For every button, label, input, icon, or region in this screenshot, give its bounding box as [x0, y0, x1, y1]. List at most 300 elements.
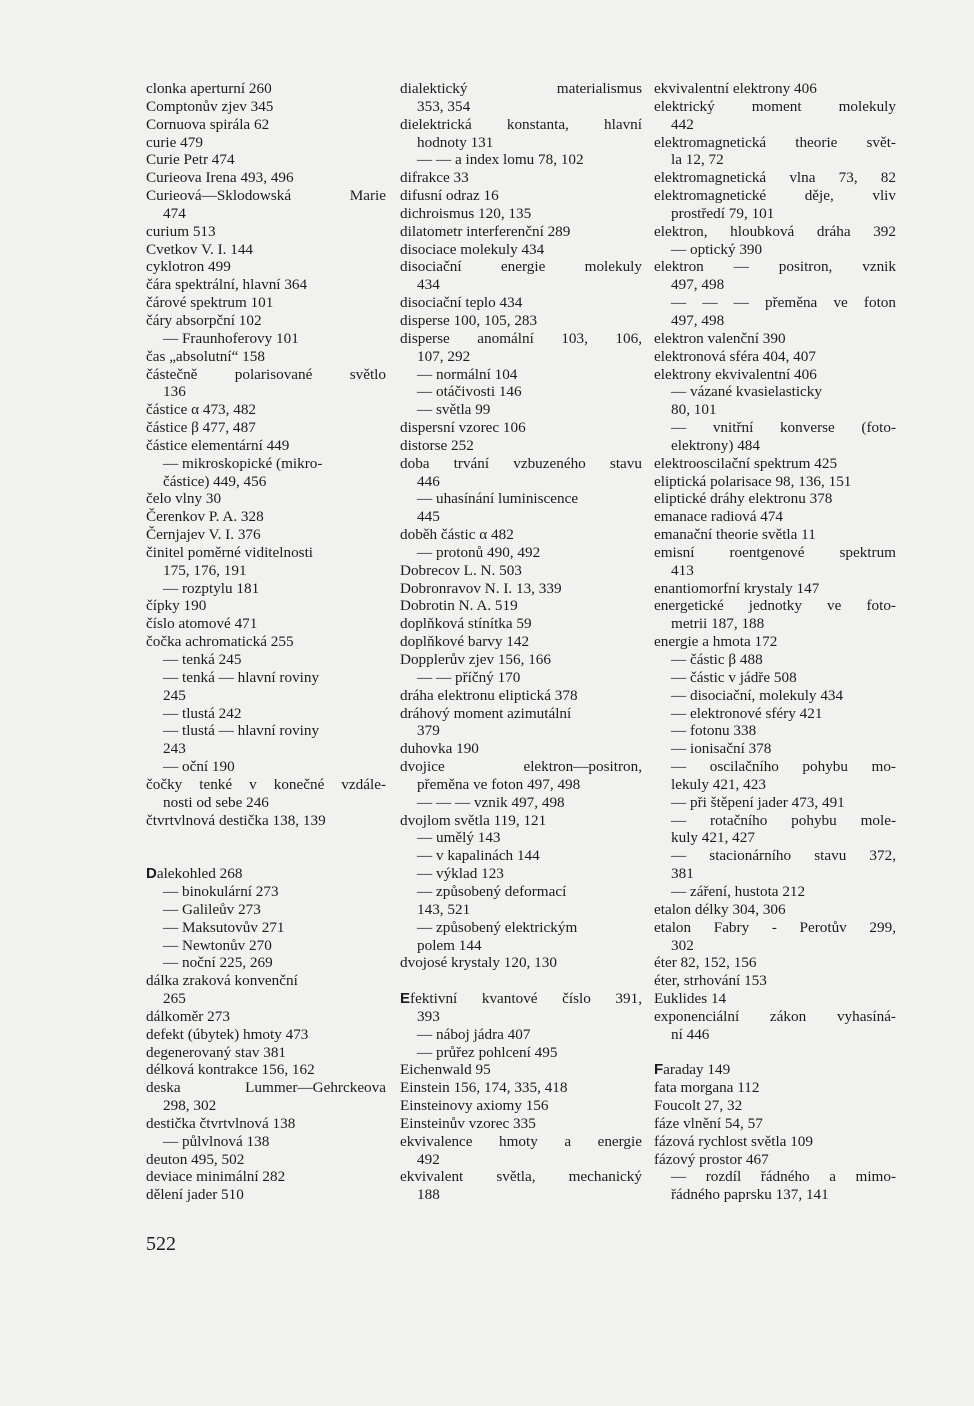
- index-entry-text: — vnitřní konverse (foto-: [671, 419, 896, 437]
- index-subentry-line: [146, 687, 386, 705]
- index-subentry-line: [654, 829, 896, 847]
- index-entry-text: alekohled 268: [156, 865, 243, 883]
- index-entry-text: emanace radiová 474: [654, 508, 784, 526]
- index-subentry-line: [146, 1097, 386, 1115]
- index-entry-text: — binokulární 273: [163, 882, 279, 900]
- index-subentry-line: [400, 134, 642, 152]
- index-entry-text: elektronová sféra 404, 407: [654, 347, 816, 365]
- index-subentry-line: [654, 651, 896, 669]
- index-entry-text: — náboj jádra 407: [417, 1025, 531, 1043]
- index-entry-line: [654, 1061, 896, 1079]
- page-number: 522: [146, 1233, 176, 1255]
- section-spacer: [654, 1044, 896, 1062]
- index-entry-text: čelo vlny 30: [146, 490, 222, 508]
- index-entry-text: fázový prostor 467: [654, 1150, 769, 1168]
- index-entry-text: hodnoty 131: [417, 133, 494, 151]
- index-subentry-line: [654, 937, 896, 955]
- index-entry-line: [400, 1168, 642, 1186]
- index-entry-line: [400, 312, 642, 330]
- index-entry-text: doběh částic α 482: [400, 526, 514, 544]
- index-column-3: [654, 80, 896, 1204]
- section-initial-letter: D: [146, 865, 157, 883]
- index-entry-line: [654, 1008, 896, 1026]
- index-subentry-line: [654, 294, 896, 312]
- index-subentry-line: [146, 330, 386, 348]
- index-subentry-line: [654, 241, 896, 259]
- index-subentry-line: [400, 794, 642, 812]
- index-entry-text: elektrony) 484: [671, 436, 760, 454]
- index-entry-text: — — — přeměna ve foton: [671, 294, 896, 312]
- index-subentry-line: [654, 740, 896, 758]
- index-entry-text: 497, 498: [671, 276, 725, 294]
- index-entry-line: [654, 490, 896, 508]
- index-entry-text: — — a index lomu 78, 102: [417, 151, 584, 169]
- index-entry-text: distorse 252: [400, 436, 474, 454]
- index-entry-line: [400, 633, 642, 651]
- index-entry-text: částice β 477, 487: [146, 419, 256, 437]
- index-entry-line: [654, 187, 896, 205]
- index-subentry-line: [654, 847, 896, 865]
- index-entry-text: 413: [671, 561, 694, 579]
- index-entry-text: lekuly 421, 423: [671, 775, 766, 793]
- index-entry-text: — otáčivosti 146: [417, 383, 522, 401]
- index-subentry-line: [146, 954, 386, 972]
- index-subentry-line: [654, 116, 896, 134]
- index-entry-line: [400, 187, 642, 205]
- index-entry-text: dvojice elektron—positron,: [400, 758, 642, 776]
- index-subentry-line: [400, 1008, 642, 1026]
- index-entry-text: dráhový moment azimutální: [400, 704, 572, 722]
- index-entry-text: čas „absolutní“ 158: [146, 347, 265, 365]
- index-entry-text: cyklotron 499: [146, 258, 231, 276]
- index-subentry-line: [146, 705, 386, 723]
- index-entry-line: [146, 258, 386, 276]
- index-entry-line: [146, 151, 386, 169]
- index-entry-text: Comptonův zjev 345: [146, 97, 274, 115]
- index-entry-text: — Newtonův 270: [163, 936, 272, 954]
- index-entry-text: 243: [163, 740, 186, 758]
- index-entry-text: — tenká 245: [163, 651, 242, 668]
- index-subentry-line: [146, 1133, 386, 1151]
- index-entry-text: — vázané kvasielasticky: [671, 383, 822, 401]
- index-entry-text: etalon Fabry - Perotův 299,: [654, 918, 896, 936]
- index-entry-line: [654, 990, 896, 1008]
- index-subentry-line: [400, 669, 642, 687]
- index-entry-text: elektron — positron, vznik: [654, 258, 896, 276]
- index-entry-line: [146, 294, 386, 312]
- index-entry-text: difusní odraz 16: [400, 187, 499, 205]
- index-entry-text: — Maksutovův 271: [163, 918, 285, 936]
- index-entry-line: [146, 134, 386, 152]
- index-subentry-line: [654, 883, 896, 901]
- index-subentry-line: [654, 669, 896, 687]
- index-entry-line: [400, 258, 642, 276]
- index-entry-line: [146, 169, 386, 187]
- index-entry-text: částečně polarisované světlo: [146, 365, 386, 383]
- index-subentry-line: [146, 919, 386, 937]
- index-subentry-line: [654, 312, 896, 330]
- index-entry-text: 265: [163, 990, 186, 1008]
- index-entry-line: [654, 972, 896, 990]
- index-subentry-line: [400, 829, 642, 847]
- index-entry-line: [146, 1008, 386, 1026]
- index-subentry-line: [400, 98, 642, 116]
- index-entry-text: částice elementární 449: [146, 436, 290, 454]
- index-subentry-line: [654, 1026, 896, 1044]
- index-entry-line: [146, 544, 386, 562]
- index-entry-line: [654, 223, 896, 241]
- index-entry-text: la 12, 72: [671, 151, 724, 169]
- index-subentry-line: [654, 383, 896, 401]
- index-entry-text: deuton 495, 502: [146, 1150, 245, 1168]
- index-entry-line: [400, 687, 642, 705]
- index-subentry-line: [400, 151, 642, 169]
- index-entry-line: [400, 330, 642, 348]
- index-subentry-line: [654, 794, 896, 812]
- index-subentry-line: [400, 883, 642, 901]
- index-entry-line: [400, 705, 642, 723]
- index-subentry-line: [400, 1151, 642, 1169]
- index-entry-text: — oční 190: [163, 758, 235, 776]
- index-entry-text: částice α 473, 482: [146, 401, 257, 419]
- index-entry-text: disociační teplo 434: [400, 294, 523, 312]
- index-entry-text: Dobronravov N. I. 13, 339: [400, 579, 562, 597]
- index-entry-text: — stacionárního stavu 372,: [671, 847, 896, 865]
- index-entry-text: — ionisační 378: [671, 740, 772, 758]
- index-entry-text: 188: [417, 1186, 440, 1204]
- index-entry-line: [146, 1168, 386, 1186]
- index-entry-line: [400, 1133, 642, 1151]
- index-entry-text: 442: [671, 115, 694, 133]
- index-entry-line: [400, 615, 642, 633]
- index-entry-text: doba trvání vzbuzeného stavu: [400, 454, 642, 472]
- index-entry-text: 379: [417, 722, 440, 740]
- index-subentry-line: [400, 383, 642, 401]
- index-entry-line: [400, 241, 642, 259]
- index-entry-text: duhovka 190: [400, 740, 479, 758]
- index-entry-line: [400, 597, 642, 615]
- index-entry-text: elektrický moment molekuly: [654, 97, 896, 115]
- index-entry-line: [654, 1133, 896, 1151]
- index-entry-line: [400, 758, 642, 776]
- index-subentry-line: [400, 722, 642, 740]
- index-entry-text: 381: [671, 865, 694, 883]
- index-entry-text: číslo atomové 471: [146, 615, 258, 633]
- index-entry-text: dilatometr interferenční 289: [400, 222, 571, 240]
- index-entry-text: ekvivalence hmoty a energie: [400, 1132, 642, 1150]
- index-entry-line: [146, 490, 386, 508]
- index-entry-text: — rotačního pohybu mole-: [671, 811, 896, 829]
- index-entry-line: [654, 526, 896, 544]
- index-subentry-line: [400, 776, 642, 794]
- index-entry-line: [654, 1115, 896, 1133]
- index-entry-text: čočka achromatická 255: [146, 633, 294, 651]
- index-entry-text: 175, 176, 191: [163, 561, 247, 579]
- index-entry-text: — tlustá — hlavní roviny: [163, 722, 320, 740]
- index-entry-text: kuly 421, 427: [671, 829, 755, 847]
- index-entry-text: dichroismus 120, 135: [400, 204, 532, 222]
- index-subentry-line: [146, 651, 386, 669]
- section-spacer: [146, 829, 386, 865]
- index-subentry-line: [654, 276, 896, 294]
- index-entry-text: exponenciální zákon vyhasíná-: [654, 1007, 896, 1025]
- index-entry-line: [146, 812, 386, 830]
- index-entry-text: energetické jednotky ve foto-: [654, 597, 896, 615]
- index-entry-text: — tlustá 242: [163, 704, 242, 722]
- index-entry-text: emanační theorie světla 11: [654, 526, 816, 544]
- index-entry-text: Einsteinovy axiomy 156: [400, 1097, 549, 1115]
- index-entry-text: ní 446: [671, 1025, 710, 1043]
- index-entry-line: [654, 80, 896, 98]
- index-entry-text: Dopplerův zjev 156, 166: [400, 651, 551, 668]
- index-entry-text: disociace molekuly 434: [400, 240, 545, 258]
- index-subentry-line: [400, 847, 642, 865]
- index-entry-text: araday 149: [663, 1061, 731, 1079]
- index-entry-text: Euklides 14: [654, 990, 727, 1008]
- index-entry-text: elektrony ekvivalentní 406: [654, 365, 817, 383]
- index-entry-text: — optický 390: [671, 240, 763, 258]
- index-entry-text: 143, 521: [417, 900, 471, 918]
- index-entry-line: [654, 473, 896, 491]
- index-entry-line: [400, 990, 642, 1008]
- index-entry-line: [146, 1115, 386, 1133]
- index-entry-text: curium 513: [146, 222, 216, 240]
- index-entry-text: — světla 99: [417, 401, 491, 419]
- index-entry-text: emisní roentgenové spektrum: [654, 543, 896, 561]
- index-entry-text: — půlvlnová 138: [163, 1132, 270, 1150]
- index-entry-line: [400, 116, 642, 134]
- index-entry-line: [146, 1186, 386, 1204]
- index-entry-text: dvojosé krystaly 120, 130: [400, 954, 557, 972]
- index-entry-line: [400, 562, 642, 580]
- index-entry-line: [146, 80, 386, 98]
- index-entry-text: délková kontrakce 156, 162: [146, 1061, 315, 1079]
- index-entry-text: éter, strhování 153: [654, 972, 767, 990]
- index-entry-text: Cvetkov V. I. 144: [146, 240, 254, 258]
- index-entry-text: 136: [163, 383, 186, 401]
- index-entry-text: — částic v jádře 508: [671, 668, 797, 686]
- index-subentry-line: [400, 348, 642, 366]
- index-entry-text: deska Lummer—Gehrckeova: [146, 1079, 386, 1097]
- index-entry-text: fata morgana 112: [654, 1079, 760, 1097]
- index-entry-text: — uhasínání luminiscence: [417, 490, 579, 508]
- index-entry-text: — mikroskopické (mikro-: [163, 454, 323, 472]
- index-entry-text: Cornuova spirála 62: [146, 115, 270, 133]
- section-initial-letter: E: [400, 990, 411, 1008]
- index-entry-text: — elektronové sféry 421: [671, 704, 823, 722]
- index-entry-text: 497, 498: [671, 311, 725, 329]
- index-entry-text: etalon délky 304, 306: [654, 900, 786, 918]
- index-entry-text: činitel poměrné viditelnosti: [146, 543, 314, 561]
- index-subentry-line: [654, 1186, 896, 1204]
- index-entry-line: [146, 633, 386, 651]
- index-entry-text: — normální 104: [417, 365, 518, 383]
- index-column-2: [400, 80, 642, 1204]
- index-entry-text: defekt (úbytek) hmoty 473: [146, 1025, 309, 1043]
- index-entry-text: ekvivalentní elektrony 406: [654, 80, 817, 97]
- index-entry-line: [400, 651, 642, 669]
- index-entry-text: přeměna ve foton 497, 498: [417, 775, 581, 793]
- index-entry-text: destička čtvrtvlnová 138: [146, 1114, 296, 1132]
- index-entry-line: [400, 1061, 642, 1079]
- index-entry-text: elektrooscilační spektrum 425: [654, 454, 838, 472]
- index-subentry-line: [400, 473, 642, 491]
- index-subentry-line: [146, 758, 386, 776]
- index-subentry-line: [400, 901, 642, 919]
- index-entry-text: Einstein 156, 174, 335, 418: [400, 1079, 568, 1097]
- index-entry-line: [146, 241, 386, 259]
- index-entry-line: [654, 580, 896, 598]
- index-subentry-line: [146, 562, 386, 580]
- index-entry-line: [146, 348, 386, 366]
- index-entry-text: deviace minimální 282: [146, 1168, 286, 1186]
- index-entry-text: — částic β 488: [671, 651, 763, 668]
- index-entry-text: 393: [417, 1007, 440, 1025]
- section-spacer: [400, 972, 642, 990]
- index-entry-line: [654, 1097, 896, 1115]
- index-entry-line: [146, 116, 386, 134]
- index-entry-text: fázová rychlost světla 109: [654, 1132, 813, 1150]
- index-subentry-line: [400, 401, 642, 419]
- index-subentry-line: [654, 615, 896, 633]
- index-subentry-line: [146, 937, 386, 955]
- index-subentry-line: [400, 1186, 642, 1204]
- index-entry-text: — Galileův 273: [163, 900, 261, 918]
- index-entry-text: elektron valenční 390: [654, 329, 786, 347]
- index-entry-line: [654, 98, 896, 116]
- index-entry-line: [146, 366, 386, 384]
- index-subentry-line: [146, 205, 386, 223]
- index-entry-text: prostředí 79, 101: [671, 204, 775, 222]
- index-subentry-line: [654, 437, 896, 455]
- index-entry-text: čáry absorpční 102: [146, 311, 262, 329]
- index-entry-text: — záření, hustota 212: [671, 882, 806, 900]
- index-entry-text: doplňková stínítka 59: [400, 615, 532, 633]
- index-entry-line: [400, 812, 642, 830]
- index-column-1: [146, 80, 386, 1204]
- index-entry-line: [400, 740, 642, 758]
- index-subentry-line: [146, 990, 386, 1008]
- index-entry-line: [146, 972, 386, 990]
- index-entry-text: fektivní kvantové číslo 391,: [410, 990, 642, 1008]
- index-entry-text: čtvrtvlnová destička 138, 139: [146, 811, 326, 829]
- index-entry-text: 245: [163, 686, 186, 704]
- index-entry-line: [400, 223, 642, 241]
- index-entry-text: eliptická polarisace 98, 136, 151: [654, 472, 852, 490]
- index-entry-text: — protonů 490, 492: [417, 543, 541, 561]
- index-entry-line: [146, 776, 386, 794]
- index-entry-text: elektromagnetická vlna 73, 82: [654, 169, 896, 187]
- index-entry-line: [654, 348, 896, 366]
- index-entry-text: dálkoměr 273: [146, 1007, 230, 1025]
- index-subentry-line: [654, 687, 896, 705]
- index-entry-text: disociační energie molekuly: [400, 258, 642, 276]
- index-entry-line: [400, 437, 642, 455]
- section-initial-letter: F: [654, 1061, 664, 1079]
- index-entry-line: [654, 330, 896, 348]
- index-entry-text: dálka zraková konvenční: [146, 972, 298, 990]
- index-entry-text: polem 144: [417, 936, 482, 954]
- index-subentry-line: [654, 722, 896, 740]
- index-subentry-line: [146, 383, 386, 401]
- index-entry-text: — rozptylu 181: [163, 579, 260, 597]
- index-entry-line: [400, 1079, 642, 1097]
- index-entry-text: čára spektrální, hlavní 364: [146, 276, 308, 294]
- index-entry-text: — fotonu 338: [671, 722, 757, 740]
- index-entry-line: [146, 1079, 386, 1097]
- index-subentry-line: [146, 669, 386, 687]
- index-subentry-line: [146, 455, 386, 473]
- index-entry-text: — způsobený elektrickým: [417, 918, 578, 936]
- index-entry-text: éter 82, 152, 156: [654, 954, 757, 972]
- index-subentry-line: [400, 1044, 642, 1062]
- index-entry-text: fáze vlnění 54, 57: [654, 1114, 763, 1132]
- index-entry-line: [400, 80, 642, 98]
- index-entry-text: — Fraunhoferovy 101: [163, 329, 299, 347]
- index-entry-line: [654, 455, 896, 473]
- index-entry-line: [146, 526, 386, 544]
- index-entry-text: — umělý 143: [417, 829, 501, 847]
- index-entry-line: [146, 615, 386, 633]
- index-subentry-line: [654, 419, 896, 437]
- index-subentry-line: [146, 740, 386, 758]
- index-entry-text: — — příčný 170: [417, 668, 521, 686]
- index-entry-line: [654, 508, 896, 526]
- index-entry-text: energie a hmota 172: [654, 633, 778, 651]
- index-entry-text: — při štěpení jader 473, 491: [671, 793, 845, 811]
- index-entry-line: [146, 865, 386, 883]
- index-entry-line: [654, 1079, 896, 1097]
- index-entry-text: — výklad 123: [417, 865, 504, 883]
- index-entry-text: Foucolt 27, 32: [654, 1097, 743, 1115]
- index-entry-text: 298, 302: [163, 1097, 217, 1115]
- index-entry-line: [146, 437, 386, 455]
- index-entry-line: [146, 276, 386, 294]
- index-subentry-line: [146, 883, 386, 901]
- index-subentry-line: [400, 919, 642, 937]
- index-entry-text: 434: [417, 276, 440, 294]
- index-subentry-line: [146, 473, 386, 491]
- index-entry-text: — oscilačního pohybu mo-: [671, 758, 896, 776]
- index-entry-line: [146, 419, 386, 437]
- index-entry-line: [654, 597, 896, 615]
- index-entry-line: [400, 526, 642, 544]
- index-entry-text: Černjajev V. I. 376: [146, 526, 261, 544]
- index-entry-line: [400, 205, 642, 223]
- index-entry-line: [400, 1097, 642, 1115]
- index-subentry-line: [146, 901, 386, 919]
- index-entry-text: Dobrecov L. N. 503: [400, 561, 522, 579]
- index-subentry-line: [400, 544, 642, 562]
- index-entry-text: elektron, hloubková dráha 392: [654, 222, 896, 240]
- index-entry-text: — rozdíl řádného a mimo-: [671, 1168, 896, 1186]
- index-subentry-line: [146, 794, 386, 812]
- index-subentry-line: [400, 276, 642, 294]
- index-entry-line: [146, 597, 386, 615]
- index-entry-line: [654, 1151, 896, 1169]
- index-subentry-line: [400, 490, 642, 508]
- index-entry-text: 446: [417, 472, 440, 490]
- index-entry-text: 302: [671, 936, 694, 954]
- index-entry-text: dialektický materialismus: [400, 80, 642, 97]
- index-subentry-line: [400, 508, 642, 526]
- index-entry-text: nosti od sebe 246: [163, 793, 269, 811]
- index-entry-text: — způsobený deformací: [417, 882, 567, 900]
- index-entry-line: [146, 401, 386, 419]
- index-entry-line: [146, 1151, 386, 1169]
- index-entry-text: 107, 292: [417, 347, 471, 365]
- index-entry-line: [654, 169, 896, 187]
